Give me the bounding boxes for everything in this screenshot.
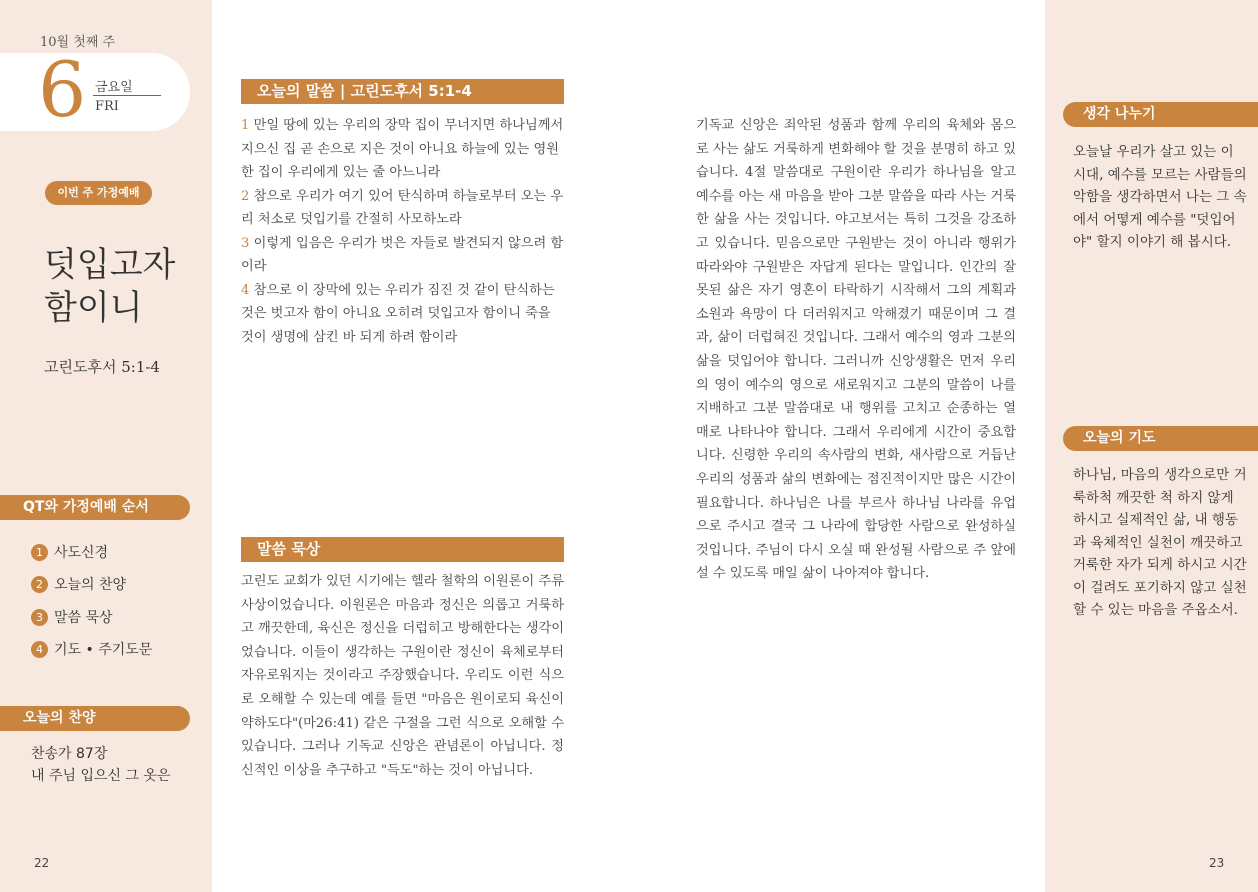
order-heading: QT와 가정예배 순서 (0, 495, 190, 520)
verse (241, 283, 555, 345)
hymn-info (31, 743, 171, 787)
order-item (31, 542, 108, 562)
week-label: 10월 첫째 주 (40, 35, 116, 50)
order-item-label: 사도신경 (54, 545, 109, 561)
hymn-title: 내 주님 입으신 그 옷은 (31, 768, 171, 784)
hymn-number: 찬송가 87장 (31, 746, 108, 762)
verse-number: 3 (241, 235, 250, 251)
order-item (31, 607, 113, 627)
order-item-label: 기도 • 주기도문 (54, 642, 153, 658)
verse-list (241, 114, 564, 349)
meditation-paragraph: 고린도 교회가 있던 시기에는 헬라 철학의 이원론이 주류 사상이었습니다. 이원론은 마음과 정신은 의롭고 거룩하고 깨끗한데, 육신은 정신을 더럽히고 방해한다는 생각이었습니다. 이들이 생각하는 구원이란 정신이 육체로부터 자유로워지는 것이라고 주장했습니다. 우리도 이런 식으로 오해할 수 있는데 예를 들면 "마음은 원이로되 육신이 약하도다"(마26:41) 같은 구절을 그런 식으로 오해할 수 있습니다. 그러나 기독교 신앙은 관념론이 아닙니다. 정신적인 이상을 추구하고 "득도"하는 것이 아닙니다. (241, 574, 564, 778)
order-item (31, 639, 152, 659)
family-worship-badge: 이번 주 가정예배 (45, 181, 152, 205)
day-english: FRI (95, 99, 119, 114)
verse-number: 4 (241, 282, 250, 298)
share-heading: 생각 나누기 (1063, 102, 1258, 127)
page-number-left: 22 (34, 856, 50, 870)
verse-text: 만일 땅에 있는 우리의 장막 집이 무너지면 하나님께서 지으신 집 곧 손으로 지은 것이 아니요 하늘에 있는 영원한 집이 우리에게 있는 줄 아느니라 (241, 118, 564, 180)
order-number-icon: 4 (31, 641, 48, 658)
order-item-label: 말씀 묵상 (54, 610, 113, 626)
order-number-icon: 1 (31, 544, 48, 561)
title-line-1: 덧입고자 (44, 245, 176, 285)
meditation-continuation: 기독교 신앙은 죄악된 성품과 함께 우리의 육체와 몸으로 사는 삶도 거룩하게 변화해야 할 것을 분명히 하고 있습니다. 4절 말씀대로 구원이란 우리가 하나님을 알고 예수를 아는 새 마음을 받아 그분 말씀을 따라 사는 거룩한 삶을 사는 것입니다. 야고보서는 특히 그것을 강조하고 있습니다. 믿음으로만 구원받는 것이 아니라 행위가 따라와야 구원받은 자답게 된다는 말입니다. 인간의 잘못된 삶은 자기 영혼이 타락하기 시작해서 그의 계획과 소원과 욕망이 다 더러워지고 악해졌기 때문이며 그 결과, 삶이 더럽혀진 것입니다. 그래서 예수의 영과 그분의 삶을 덧입어야 합니다. 그러니까 신앙생활은 먼저 우리의 영이 예수의 영으로 새로워지고 그분의 말씀이 나를 지배하고 그분 말씀대로 내 행위를 고치고 순종하는 열매로 나타나야 합니다. 그래서 우리에게 시간이 중요합니다. 신령한 우리의 속사람의 변화, 새사람으로 거듭난 우리의 성품과 삶의 변화에는 점진적이지만 많은 시간이 필요합니다. 하나님은 나를 부르사 하나님 나라를 유업으로 주시고 결국 그 나라에 합당한 사람으로 완성하실 것입니다. 주님이 다시 오실 때 완성될 사람으로 주 앞에 설 수 있도록 매일 삶이 나아져야 합니다. (696, 118, 1016, 582)
hymn-heading: 오늘의 찬양 (0, 706, 190, 731)
page-number-right: 23 (1209, 856, 1225, 870)
day-number: 6 (38, 45, 87, 134)
order-item-label: 오늘의 찬양 (54, 577, 127, 593)
share-text: 오늘날 우리가 살고 있는 이 시대, 예수를 모르는 사람들의 악함을 생각하면서 나는 그 속에서 어떻게 예수를 "덧입어야" 할지 이야기 해 봅시다. (1073, 144, 1247, 250)
verse-number: 1 (241, 118, 250, 133)
scripture-reference: 고린도후서 5:1-4 (44, 358, 160, 376)
verse-text: 이렇게 입음은 우리가 벗은 자들로 발견되지 않으려 함이라 (241, 235, 564, 274)
verse-number: 2 (241, 188, 250, 204)
verse (241, 236, 563, 275)
order-number-icon: 2 (31, 576, 48, 593)
meditation-heading: 말씀 묵상 (241, 537, 564, 562)
prayer-text: 하나님, 마음의 생각으로만 거룩하척 깨끗한 척 하지 않게 하시고 실제적인 삶, 내 행동과 육체적인 실천이 깨끗하고 거룩한 자가 되게 하시고 시간이 걸려도 포기하지 않고 실천할 수 있는 마음을 주옵소서. (1073, 467, 1247, 618)
day-divider (93, 95, 161, 96)
page-title (44, 244, 175, 330)
verse-text: 참으로 우리가 여기 있어 탄식하며 하늘로부터 오는 우리 처소로 덧입기를 간절히 사모하노라 (241, 188, 564, 227)
verse (241, 189, 563, 228)
todays-word-heading: 오늘의 말씀 | 고린도후서 5:1-4 (241, 79, 564, 104)
verse-text: 참으로 이 장막에 있는 우리가 짐진 것 같이 탄식하는 것은 벗고자 함이 아니요 오히려 덧입고자 함이니 죽을 것이 생명에 삼킨 바 되게 하려 함이라 (241, 282, 555, 345)
order-number-icon: 3 (31, 609, 48, 626)
day-korean: 금요일 (95, 80, 133, 95)
verse (241, 118, 563, 180)
order-item (31, 574, 126, 594)
prayer-heading: 오늘의 기도 (1063, 426, 1258, 451)
title-line-2: 함이니 (44, 288, 143, 328)
